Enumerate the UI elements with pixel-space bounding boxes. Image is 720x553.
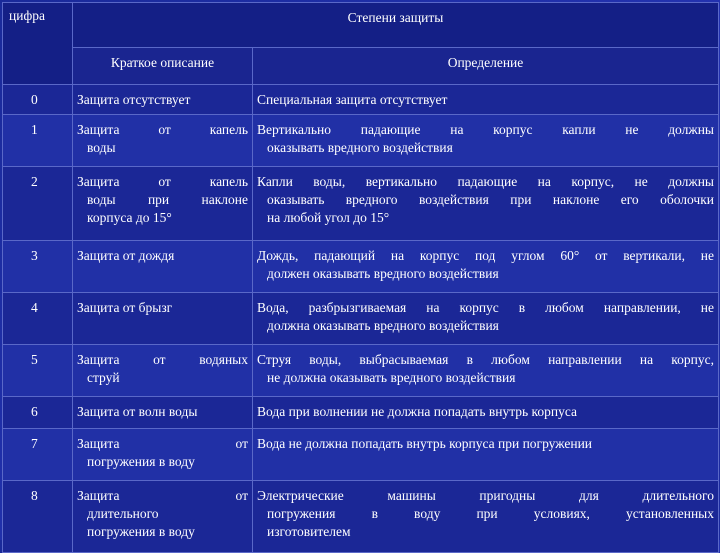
row-digit: 7 bbox=[3, 429, 73, 481]
table-row bbox=[3, 167, 719, 241]
header-short-cell bbox=[73, 48, 253, 85]
header-group-label: Степени защиты bbox=[347, 10, 444, 25]
row-short-line: Защита от волн воды bbox=[77, 404, 198, 419]
row-short bbox=[73, 167, 253, 241]
row-def-line: Вертикально падающие на корпус капли не должны bbox=[257, 122, 714, 137]
table-row bbox=[3, 293, 719, 345]
row-short-line: погружения в воду bbox=[87, 524, 195, 539]
row-short-line: Защита от дождя bbox=[77, 248, 175, 263]
row-def-line: изготовителем bbox=[267, 524, 351, 539]
row-digit: 5 bbox=[3, 345, 73, 397]
row-short bbox=[73, 481, 253, 553]
table-row bbox=[3, 241, 719, 293]
row-def-line: Дождь, падающий на корпус под углом 60° от вертикали, не bbox=[257, 248, 714, 263]
header-def-cell bbox=[253, 48, 719, 85]
row-def bbox=[253, 293, 719, 345]
row-short-line: длительного bbox=[87, 506, 159, 521]
row-short bbox=[73, 115, 253, 167]
row-short-line: Защита от bbox=[77, 436, 248, 451]
row-short-line: Защита от водяных bbox=[77, 352, 248, 367]
row-digit: 4 bbox=[3, 293, 73, 345]
row-short bbox=[73, 241, 253, 293]
row-short-line: Защита отсутствует bbox=[77, 92, 191, 107]
row-short-line: воды при наклоне bbox=[87, 192, 248, 207]
row-def-line: Вода, разбрызгиваемая на корпус в любом направлении, не bbox=[257, 300, 714, 315]
header-digit-cell bbox=[3, 3, 73, 85]
header-group-cell bbox=[73, 3, 719, 48]
subheader-row bbox=[3, 48, 719, 85]
row-def-line: Струя воды, выбрасываемая в любом направлении на корпус, bbox=[257, 352, 714, 367]
header-digit-label: цифра bbox=[9, 8, 45, 23]
row-def-line: Вода не должна попадать внутрь корпуса при погружении bbox=[257, 436, 593, 451]
row-short-line: погружения в воду bbox=[87, 454, 195, 469]
row-def-line: Вода при волнении не должна попадать внутрь корпуса bbox=[257, 404, 578, 419]
row-short bbox=[73, 429, 253, 481]
row-def bbox=[253, 85, 719, 115]
row-def bbox=[253, 115, 719, 167]
table-row bbox=[3, 481, 719, 553]
row-short-line: Защита от капель bbox=[77, 174, 248, 189]
row-def-line: Электрические машины пригодны для длительного bbox=[257, 488, 714, 503]
row-digit: 1 bbox=[3, 115, 73, 167]
row-short bbox=[73, 345, 253, 397]
row-def bbox=[253, 397, 719, 429]
header-short-label: Краткое описание bbox=[110, 55, 215, 70]
row-def-line: Специальная защита отсутствует bbox=[257, 92, 448, 107]
row-def bbox=[253, 241, 719, 293]
row-short-line: корпуса до 15° bbox=[87, 210, 172, 225]
row-def bbox=[253, 167, 719, 241]
table-row bbox=[3, 85, 719, 115]
row-short-line: Защита от bbox=[77, 488, 248, 503]
row-digit: 3 bbox=[3, 241, 73, 293]
row-def-line: должна оказывать вредного воздействия bbox=[267, 318, 499, 333]
table-row bbox=[3, 429, 719, 481]
row-def-line: Капли воды, вертикально падающие на корпус, не должны bbox=[257, 174, 714, 189]
row-def-line: на любой угол до 15° bbox=[267, 210, 390, 225]
protection-degrees-table bbox=[2, 2, 719, 553]
row-digit: 8 bbox=[3, 481, 73, 553]
row-short-line: воды bbox=[87, 140, 116, 155]
row-def bbox=[253, 345, 719, 397]
row-def-line: не должна оказывать вредного воздействия bbox=[267, 370, 516, 385]
row-def-line: оказывать вредного воздействия bbox=[267, 140, 453, 155]
header-def-label: Определение bbox=[447, 55, 524, 70]
row-def-line: оказывать вредного воздействия при наклоне его оболочки bbox=[267, 192, 714, 207]
row-def-line: погружения в воду при условиях, установленных bbox=[267, 506, 714, 521]
row-short-line: струй bbox=[87, 370, 120, 385]
row-short bbox=[73, 397, 253, 429]
table-row bbox=[3, 397, 719, 429]
header-row bbox=[3, 3, 719, 48]
row-def bbox=[253, 481, 719, 553]
row-digit: 0 bbox=[3, 85, 73, 115]
table-row bbox=[3, 115, 719, 167]
row-short-line: Защита от брызг bbox=[77, 300, 173, 315]
row-def bbox=[253, 429, 719, 481]
row-digit: 2 bbox=[3, 167, 73, 241]
row-short bbox=[73, 85, 253, 115]
table-row bbox=[3, 345, 719, 397]
row-digit: 6 bbox=[3, 397, 73, 429]
row-short bbox=[73, 293, 253, 345]
row-short-line: Защита от капель bbox=[77, 122, 248, 137]
row-def-line: должен оказывать вредного воздействия bbox=[267, 266, 499, 281]
